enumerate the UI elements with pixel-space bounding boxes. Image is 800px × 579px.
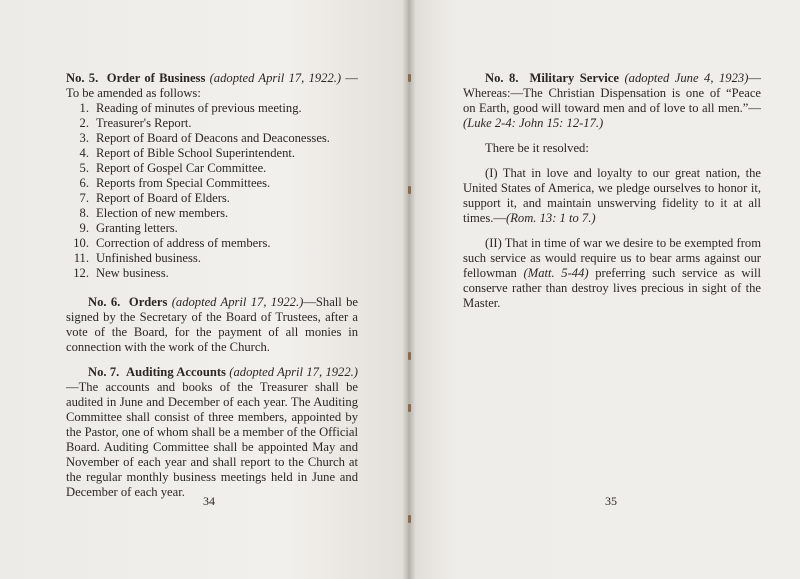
list-item: [66, 221, 358, 236]
list-item-number: 1.: [79, 101, 89, 115]
section-6: [66, 295, 358, 355]
list-item-number: 10.: [73, 236, 89, 250]
section-8-title: Military Service: [529, 71, 619, 85]
list-item-text: New business.: [96, 266, 169, 280]
section-5-intro: —To be amended as follows:: [66, 71, 358, 100]
binding-stitch: [408, 404, 411, 412]
list-item-text: Reports from Special Committees.: [96, 176, 271, 190]
list-item: [66, 191, 358, 206]
list-item: [66, 161, 358, 176]
list-item: [66, 131, 358, 146]
section-8-number: No. 8.: [485, 71, 519, 85]
section-6-number: No. 6.: [88, 295, 121, 309]
list-item-number: 5.: [79, 161, 89, 175]
section-6-title: Orders: [128, 295, 168, 309]
section-8-adopted: (adopted June 4, 1923): [624, 71, 749, 85]
section-5-title: Order of Business: [106, 71, 206, 85]
section-8-whereas: —Whereas:—The Christian Dispensation is one of “Peace on Earth, good will toward men and of love to all men.”—: [463, 71, 761, 115]
section-5: [66, 71, 358, 101]
section-5-number: No. 5.: [66, 71, 99, 85]
list-item-number: 6.: [79, 176, 89, 190]
list-item-text: Unfinished business.: [96, 251, 201, 265]
binding-stitch: [408, 74, 411, 82]
list-item-number: 12.: [73, 266, 89, 280]
list-item-text: Reading of minutes of previous meeting.: [96, 101, 302, 115]
section-8-heading: [463, 71, 761, 131]
right-page-text: [463, 71, 761, 311]
page-number-left: 34: [203, 494, 215, 508]
list-item-text: Election of new members.: [96, 206, 229, 220]
list-item-number: 3.: [79, 131, 89, 145]
clause-2-reference: (Matt. 5-44): [523, 266, 589, 280]
section-7-number: No. 7.: [88, 365, 120, 379]
list-item-text: Correction of address of members.: [96, 236, 271, 250]
page-number-right: 35: [605, 494, 617, 508]
list-item-number: 9.: [79, 221, 89, 235]
binding-stitch: [408, 186, 411, 194]
section-8-clause-1: [463, 166, 761, 226]
left-page-text: [66, 71, 358, 500]
list-item: [66, 266, 358, 281]
list-item-number: 7.: [79, 191, 89, 205]
list-item: [66, 101, 358, 116]
section-7: [66, 365, 358, 500]
order-of-business-list: [66, 101, 358, 281]
list-item: [66, 236, 358, 251]
list-item: [66, 176, 358, 191]
clause-2-text-end: preferring such service as will conserve rather than destroy lives precious in sight of the Master.: [463, 266, 761, 310]
list-item-text: Report of Board of Deacons and Deaconesses.: [96, 131, 330, 145]
clause-2-text-start: (II) That in time of war we desire to be exempted from such service as would require us to bear arms against our fellowman: [463, 236, 761, 280]
right-page: [408, 0, 800, 579]
section-7-body: —The accounts and books of the Treasurer shall be audited in June and December of each year. The Auditing Committee shall consist of three members, appointed by the Pastor, one of whom shall be a member of the Official Board. Auditing Committee shall be appointed May and November of each year and shall report to the Church at the regular monthly business meetings held in June and December of each year.: [66, 380, 358, 499]
book-gutter: [402, 0, 416, 579]
list-item: [66, 206, 358, 221]
binding-stitch: [408, 352, 411, 360]
section-8-whereas-reference: (Luke 2-4: John 15: 12-17.): [463, 116, 604, 130]
clause-1-reference: (Rom. 13: 1 to 7.): [506, 211, 596, 225]
section-7-adopted: (adopted April 17, 1922.): [229, 365, 358, 379]
list-item-text: Report of Gospel Car Committee.: [96, 161, 267, 175]
list-item-number: 2.: [79, 116, 89, 130]
section-8-resolved: There be it resolved:: [485, 141, 589, 155]
list-item-number: 8.: [79, 206, 89, 220]
list-item-text: Report of Board of Elders.: [96, 191, 230, 205]
list-item: [66, 251, 358, 266]
clause-1-text: (I) That in love and loyalty to our great nation, the United States of America, we pledge ourselves to honor it, support it, and maintain unswerving fidelity to it at all times.—: [463, 166, 761, 225]
list-item-text: Granting letters.: [96, 221, 178, 235]
section-5-adopted: (adopted April 17, 1922.): [209, 71, 342, 85]
section-7-title: Auditing Accounts: [126, 365, 226, 379]
section-8-clause-2: [463, 236, 761, 311]
list-item-text: Report of Bible School Superintendent.: [96, 146, 296, 160]
list-item-number: 4.: [79, 146, 89, 160]
section-6-body: —Shall be signed by the Secretary of the Board of Trustees, after a vote of the Board, for the payment of all monies in connection with the work of the Church.: [66, 295, 358, 354]
binding-stitch: [408, 515, 411, 523]
list-item: [66, 116, 358, 131]
list-item-number: 11.: [73, 251, 89, 265]
list-item-text: Treasurer's Report.: [96, 116, 192, 130]
section-6-adopted: (adopted April 17, 1922.): [171, 295, 304, 309]
list-item: [66, 146, 358, 161]
